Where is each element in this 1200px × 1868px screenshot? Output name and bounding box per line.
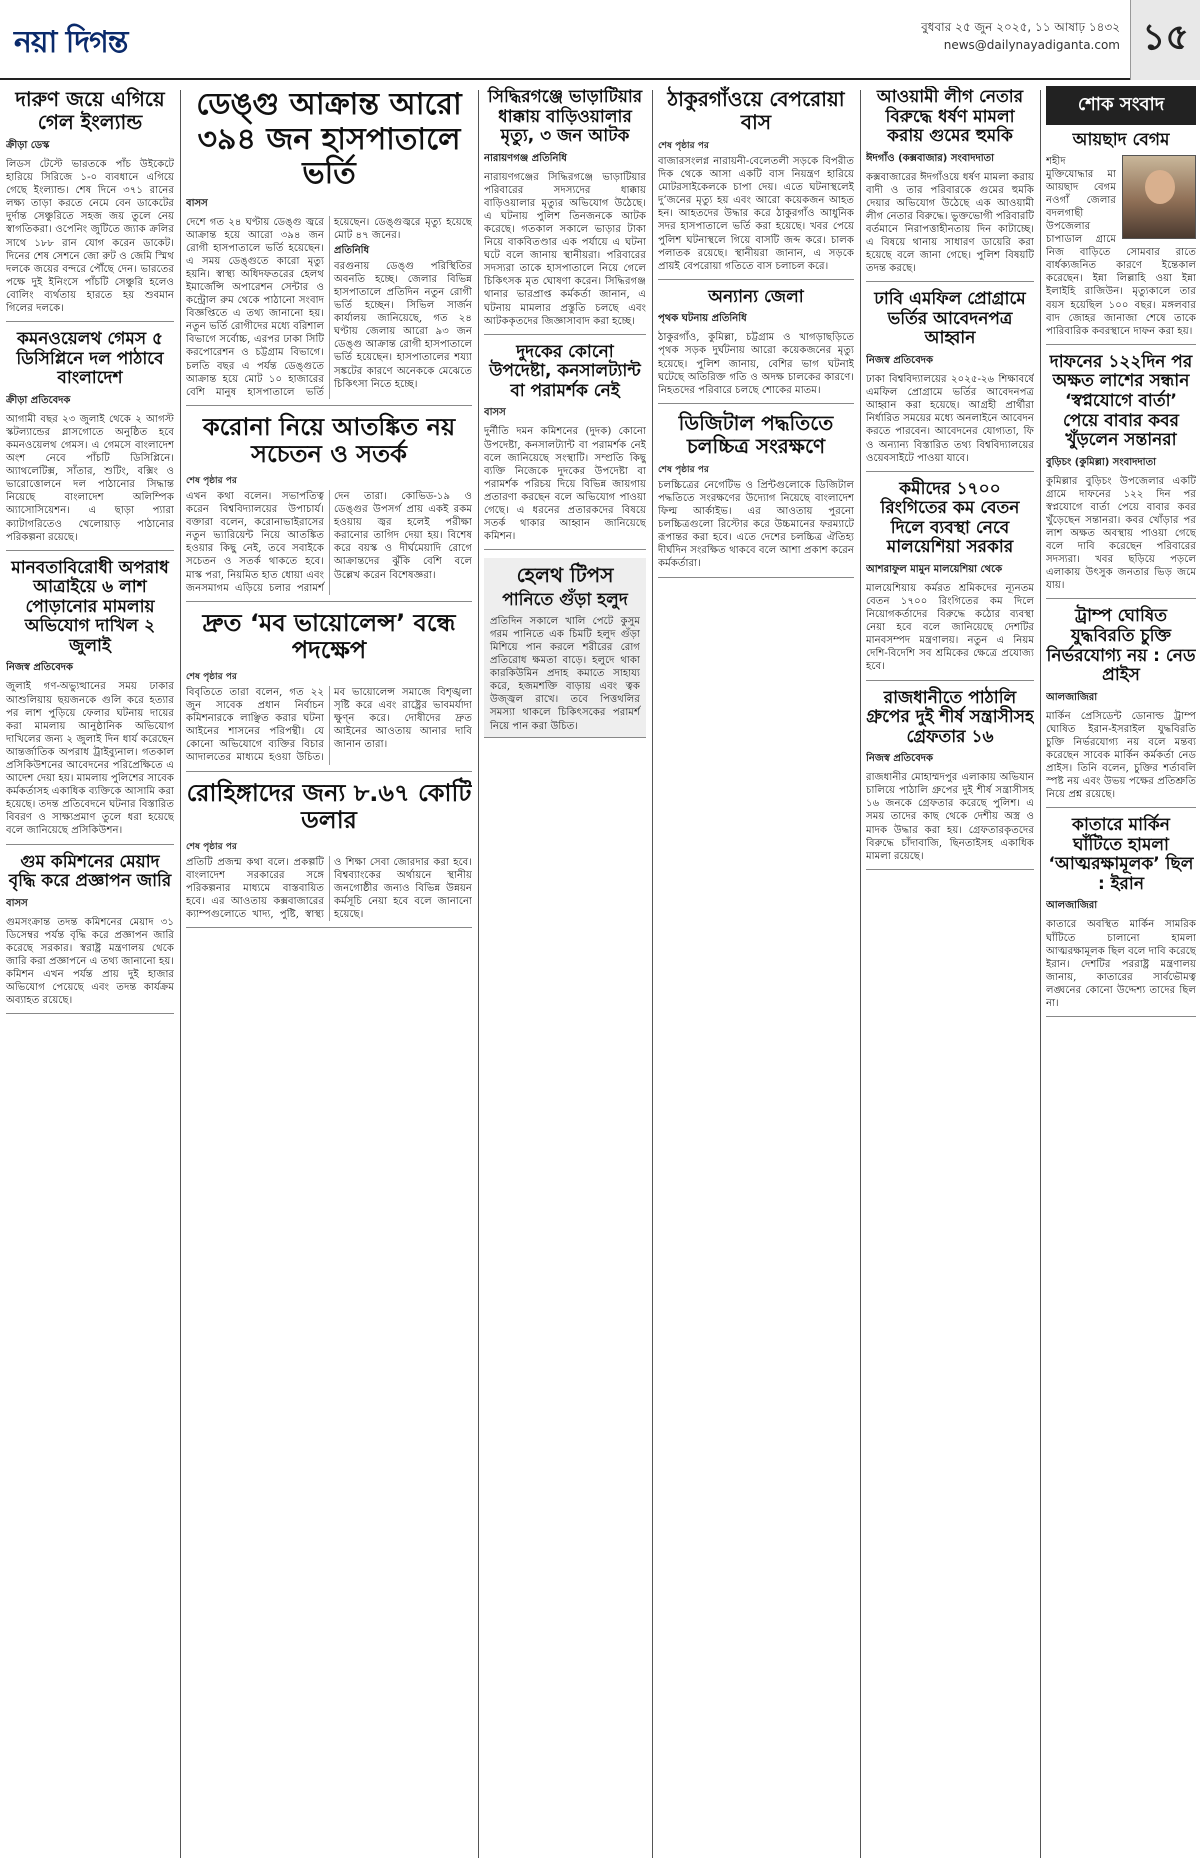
email-line: news@dailynayadiganta.com bbox=[943, 38, 1120, 52]
story-text: দেশে গত ২৪ ঘণ্টায় ডেঙ্গু জ্বরে আক্রান্ত হয়ে আরো ৩৯৪ জন রোগী হাসপাতালে ভর্তি হয়েছেন। এ সময় ডেঙ্গুতে কারো মৃত্যু হয়নি। স্বাস্থ্য অধিদফতরের হেলথ ইমার্জেন্সি অপারেশন সেন্টার ও কন্ট্রোল রুম থেকে পাঠানো সংবাদ বিজ্ঞপ্তিতে এ তথ্য জানানো হয়। নতুন ভর্তি রোগীদের মধ্যে বরিশাল বিভাগে সর্বোচ্চ, এরপর ঢাকা সিটি করপোরেশন ও চট্টগ্রাম বিভাগে। চলতি বছর এ পর্যন্ত ডেঙ্গুতে আক্রান্ত হয়ে মোট ১০ হাজারের বেশি মানুষ হাসপাতালে ভর্তি হয়েছেন। ডেঙ্গুজ্বরে মৃত্যু হয়েছে মোট ৪৭ জনের। bbox=[186, 216, 472, 398]
story-ceasefire bbox=[1046, 607, 1196, 808]
story-commonwealth bbox=[6, 330, 174, 551]
byline: নিজস্ব প্রতিবেদক bbox=[866, 753, 934, 765]
headline: ট্রাম্প ঘোষিত যুদ্ধবিরতি চুক্তি নির্ভরযোগ্য নয় : নেড প্রাইস bbox=[1046, 606, 1196, 686]
story-body: বিবৃতিতে তারা বলেন, গত ২২ জুন সাবেক প্রধান নির্বাচন কমিশনারকে লাঞ্ছিত করার ঘটনা আইনের শাসনের পরিপন্থী। যে কোনো অভিযোগে ব্যক্তির বিচার আদালতের মাধ্যমে হওয়া উচিত। মব ভায়োলেন্স সমাজে বিশৃঙ্খলা সৃষ্টি করে এবং রাষ্ট্রের ভাবমর্যাদা ক্ষুণ্ন করে। দোষীদের দ্রুত আইনের আওতায় আনার দাবি জানান তারা। bbox=[186, 686, 472, 764]
headline: রাজধানীতে পাঠালি গ্রুপের দুই শীর্ষ সন্ত্রাসীসহ গ্রেফতার ১৬ bbox=[866, 687, 1034, 747]
newspaper-logo: নয়া দিগন্ত bbox=[14, 25, 128, 60]
story-thakurgaon-bus bbox=[658, 88, 854, 280]
column-3 bbox=[484, 86, 646, 1860]
story-obituary bbox=[1046, 86, 1196, 345]
date-line: বুধবার ২৫ জুন ২০২৫, ১১ আষাঢ় ১৪৩২ bbox=[921, 20, 1120, 34]
story-du-mphil bbox=[866, 290, 1034, 471]
column-2 bbox=[186, 86, 472, 1860]
byline: ক্রীড়া ডেস্ক bbox=[6, 140, 50, 151]
headline: অন্যান্য জেলা bbox=[708, 286, 804, 307]
story-body: প্রতিদিন সকালে খালি পেটে কুসুম গরম পানিতে এক চিমটি হলুদ গুঁড়া মিশিয়ে পান করলে শরীরের রোগ প্রতিরোধ ক্ষমতা বাড়ে। হলুদে থাকা কারকিউমিন প্রদাহ কমাতে সাহায্য করে, হজমশক্তি বাড়ায় এবং ত্বক উজ্জ্বল রাখে। তবে পিত্তথলির সমস্যা থাকলে চিকিৎসকের পরামর্শ নিয়ে পান করা উচিত। bbox=[490, 615, 640, 732]
sub-headline: পানিতে গুঁড়া হলুদ bbox=[502, 590, 628, 611]
story-film-archive bbox=[658, 412, 854, 578]
story-body: মার্কিন প্রেসিডেন্ট ডোনাল্ড ট্রাম্প ঘোষিত ইরান-ইসরাইল যুদ্ধবিরতি চুক্তি নির্ভরযোগ্য নয় বলে মন্তব্য করেছেন সাবেক মার্কিন কর্মকর্তা নেড প্রাইস। তিনি বলেন, চুক্তির শর্তাবলি স্পষ্ট নয় এবং উভয় পক্ষের প্রতিশ্রুতি নিয়ে প্রশ্ন রয়েছে। bbox=[1046, 710, 1196, 801]
story-body: নারায়ণগঞ্জের সিদ্ধিরগঞ্জে ভাড়াটিয়ার পরিবারের সদস্যদের ধাক্কায় বাড়িওয়ালার মৃত্যুর অভিযোগ উঠেছে। এ ঘটনায় পুলিশ তিনজনকে আটক করেছে। গতকাল সকালে ভাড়ার টাকা নিয়ে বাকবিতণ্ডার এক পর্যায়ে এ ঘটনা ঘটে বলে জানায় স্থানীয়রা। পরিবারের সদস্যরা তাকে হাসপাতালে নিয়ে গেলে চিকিৎসক মৃত ঘোষণা করেন। সিদ্ধিরগঞ্জ থানার ভারপ্রাপ্ত কর্মকর্তা জানান, এ ঘটনায় মামলার প্রস্তুতি চলছে এবং আটককৃতদের জিজ্ঞাসাবাদ করা হচ্ছে। bbox=[484, 171, 646, 327]
story-mob-violence bbox=[186, 610, 472, 772]
story-body: শহীদ মুক্তিযোদ্ধার মা আয়ছাদ বেগম নওগাঁ জেলার বদলগাছী উপজেলার চাপাডাল গ্রামে নিজ বাড়িতে সোমবার রাতে বার্ধক্যজনিত কারণে ইন্তেকাল করেছেন। ইন্না লিল্লাহি ওয়া ইন্না ইলাইহি রাজিউন। মৃত্যুকালে তার বয়স হয়েছিল ১০০ বছর। মঙ্গলবার বাদ জোহর জানাজা শেষে তাকে পারিবারিক কবরস্থানে দাফন করা হয়। bbox=[1046, 155, 1196, 337]
column-rule bbox=[860, 90, 861, 1858]
column-4 bbox=[658, 86, 854, 1860]
headline-lead: ডেঙ্গু আক্রান্ত আরো ৩৯৪ জন হাসপাতালে ভর্তি bbox=[196, 87, 462, 191]
headline: করোনা নিয়ে আতঙ্কিত নয় সচেতন ও সতর্ক bbox=[202, 412, 456, 469]
headline: ঢাবি এমফিল প্রোগ্রামে ভর্তির আবেদনপত্র আহ্বান bbox=[874, 289, 1026, 349]
byline: বুড়িচং (কুমিল্লা) সংবাদদাতা bbox=[1046, 456, 1156, 468]
headline: দুদকের কোনো উপদেষ্টা, কনসালট্যান্ট বা পরামর্শক নেই bbox=[489, 341, 641, 401]
headline: ডিজিটাল পদ্ধতিতে চলচ্চিত্র সংরক্ষণে bbox=[678, 410, 834, 458]
story-body: রাজধানীর মোহাম্মদপুর এলাকায় অভিযান চালিয়ে পাঠালি গ্রুপের দুই শীর্ষ সন্ত্রাসীসহ ১৬ জনকে গ্রেফতার করেছে পুলিশ। এ সময় তাদের কাছ থেকে দেশীয় অস্ত্র ও মাদক উদ্ধার করা হয়। গ্রেফতারকৃতদের বিরুদ্ধে চাঁদাবাজি, ছিনতাইসহ একাধিক মামলা রয়েছে। bbox=[866, 772, 1034, 862]
headline: কমনওয়েলথ গেমস ৫ ডিসিপ্লিনে দল পাঠাবে বাংলাদেশ bbox=[16, 329, 164, 389]
headline: কমীদের ১৭০০ রিংগিতের কম বেতন দিলে ব্যবস্থা নেবে মালয়েশিয়া সরকার bbox=[880, 478, 1020, 558]
story-body: মালয়েশিয়ায় কর্মরত শ্রমিকদের ন্যূনতম বেতন ১৭০০ রিংগিতের কম দিলে নিয়োগকর্তাদের বিরুদ্ধে কঠোর ব্যবস্থা নেয়া হবে বলে জানিয়েছে দেশটির মানবসম্পদ মন্ত্রণালয়। নতুন এ নিয়ম দেশি-বিদেশি সব শ্রমিকের ক্ষেত্রে প্রযোজ্য হবে। bbox=[866, 582, 1034, 673]
story-rohingya bbox=[186, 780, 472, 929]
column-rule bbox=[1040, 90, 1041, 1858]
obituary-header: শোক সংবাদ bbox=[1046, 86, 1196, 125]
story-body: চলচ্চিত্রের নেগেটিভ ও প্রিন্টগুলোকে ডিজিটাল পদ্ধতিতে সংরক্ষণের উদ্যোগ নিয়েছে বাংলাদেশ ফিল্ম আর্কাইভ। এর আওতায় পুরনো চলচ্চিত্রগুলো রিস্টোর করে উচ্চমানের ফরম্যাটে রূপান্তর করা হবে। এতে দেশের চলচ্চিত্র ঐতিহ্য দীর্ঘদিন সংরক্ষিত থাকবে বলে আশা প্রকাশ করেন কর্মকর্তারা। bbox=[658, 479, 854, 570]
byline: আশরাফুল মামুন মালয়েশিয়া থেকে bbox=[866, 563, 1003, 575]
story-body: লিডস টেস্টে ভারতকে পাঁচ উইকেটে হারিয়ে সিরিজে ১-০ ব্যবধানে এগিয়ে গেছে ইংল্যান্ড। শেষ দিনে ৩৭১ রানের লক্ষ্য তাড়া করতে নেমে বেন ডাকেটের দুর্দান্ত সেঞ্চুরিতে সহজ জয় তুলে নেয় স্বাগতিকরা। ওপেনিং জুটিতে জ্যাক ক্রলির সাথে ১৮৮ রান যোগ করেন ডাকেট। দিনের শেষ সেশনে জো রুট ও জেমি স্মিথ দলকে জয়ের বন্দরে পৌঁছে দেন। ভারতের পক্ষে দুই ইনিংসে পাঁচটি সেঞ্চুরি হলেও বোলিং ব্যর্থতায় হারতে হয় শুবমান গিলের দলকে। bbox=[6, 159, 174, 315]
headline: আওয়ামী লীগ নেতার বিরুদ্ধে ধর্ষণ মামলা করায় গুমের হুমকি bbox=[876, 87, 1024, 147]
byline: নিজস্ব প্রতিবেদক bbox=[866, 355, 934, 367]
story-gum-commission bbox=[6, 853, 174, 1015]
story-body: কাতারে অবস্থিত মার্কিন সামরিক ঘাঁটিতে চালানো হামলা আত্মরক্ষামূলক ছিল বলে দাবি করেছে ইরান। দেশটির পররাষ্ট্র মন্ত্রণালয় জানায়, কাতারের সার্বভৌমত্ব লঙ্ঘনের কোনো উদ্দেশ্য তাদের ছিল না। bbox=[1046, 919, 1196, 1010]
story-body: প্রতিটি প্রজন্ম কথা বলে। প্রকল্পটি বাংলাদেশ সরকারের সঙ্গে পরিকল্পনার মাধ্যমে বাস্তবায়িত হবে। এর আওতায় কক্সবাজারের ক্যাম্পগুলোতে খাদ্য, পুষ্টি, স্বাস্থ্য ও শিক্ষা সেবা জোরদার করা হবে। বিশ্বব্যাংকের অর্থায়নে স্থানীয় জনগোষ্ঠীর জন্যও বিভিন্ন উন্নয়ন কর্মসূচি নেয়া হবে বলে জানানো হয়েছে। bbox=[186, 856, 472, 921]
headline: গুম কমিশনের মেয়াদ বৃদ্ধি করে প্রজ্ঞাপন জারি bbox=[8, 851, 172, 892]
column-rule bbox=[652, 90, 653, 1858]
column-6 bbox=[1046, 86, 1196, 1860]
headline: কাতারে মার্কিন ঘাঁটিতে হামলা ‘আত্মরক্ষামূলক’ ছিল : ইরান bbox=[1048, 815, 1194, 894]
story-text: বরগুনায় ডেঙ্গু পরিস্থিতির অবনতি হচ্ছে। জেলার বিভিন্ন হাসপাতালে প্রতিদিন নতুন রোগী ভর্তি হচ্ছেন। সিভিল সার্জন কার্যালয় জানিয়েছে, গত ২৪ ঘণ্টায় জেলায় আরো ৯৩ জন ডেঙ্গু আক্রান্ত রোগী হাসপাতালে ভর্তি হয়েছেন। হাসপাতালের শয্যা সঙ্কটের কারণে অনেককে মেঝেতে চিকিৎসা নিতে হচ্ছে। bbox=[334, 260, 472, 390]
continuation: শেষ পৃষ্ঠার পর bbox=[186, 671, 237, 682]
headline: দ্রুত ‘মব ভায়োলেন্স’ বন্ধে পদক্ষেপ bbox=[202, 608, 456, 665]
story-dudok bbox=[484, 343, 646, 550]
byline: নারায়ণগঞ্জ প্রতিনিধি bbox=[484, 152, 567, 164]
byline: নিজস্ব প্রতিবেদক bbox=[6, 662, 74, 674]
byline: পৃথক ঘটনায় প্রতিনিধি bbox=[658, 313, 747, 325]
story-corona bbox=[186, 414, 472, 602]
story-body bbox=[186, 216, 472, 399]
story-body: কক্সবাজারের ঈদগাঁওয়ে ধর্ষণ মামলা করায় বাদী ও তার পরিবারকে গুমের হুমকি দেয়ার অভিযোগ উঠেছে এক আওয়ামী লীগ নেতার বিরুদ্ধে। ভুক্তভোগী পরিবারটি বর্তমানে নিরাপত্তাহীনতায় দিন কাটাচ্ছে। এ বিষয়ে থানায় সাধারণ ডায়েরি করা হয়েছে বলে জানা গেছে। পুলিশ বিষয়টি তদন্ত করছে। bbox=[866, 171, 1034, 275]
headline: ঠাকুরগাঁওয়ে বেপরোয়া বাস bbox=[667, 87, 845, 134]
headline: হেলথ টিপস bbox=[516, 563, 614, 588]
obituary-name: আয়ছাদ বেগম bbox=[1072, 130, 1170, 150]
continuation: শেষ পৃষ্ঠার পর bbox=[186, 841, 237, 852]
story-malaysia-wage bbox=[866, 480, 1034, 681]
story-body: আগামী বছর ২৩ জুলাই থেকে ২ আগস্ট স্কটল্যান্ডের গ্লাসগোতে অনুষ্ঠিত হবে কমনওয়েলথ গেমস। এ গেমসে বাংলাদেশ অংশ নেবে পাঁচটি ডিসিপ্লিনে। অ্যাথলেটিক্স, সাঁতার, শুটিং, বক্সিং ও ভারোত্তোলনে দল পাঠানোর সিদ্ধান্ত নিয়েছে বাংলাদেশ অলিম্পিক অ্যাসোসিয়েশন। এ ছাড়া প্যারা ক্যাটাগরিতেও খেলোয়াড় পাঠানোর পরিকল্পনা রয়েছে। bbox=[6, 413, 174, 543]
byline: বাসস bbox=[186, 197, 208, 209]
story-dengue bbox=[186, 88, 472, 406]
story-body: জুলাই গণ-অভ্যুত্থানের সময় ঢাকার আশুলিয়ায় ছয়জনকে গুলি করে হত্যার পর লাশ পুড়িয়ে ফেলার ঘটনায় দায়ের করা মামলায় আনুষ্ঠানিক অভিযোগ দাখিলের জন্য ২ জুলাই দিন ধার্য করেছেন আন্তর্জাতিক অপরাধ ট্রাইব্যুনাল। গতকাল প্রসিকিউশনের আবেদনের পরিপ্রেক্ষিতে এ আদেশ দেয়া হয়। মামলায় পুলিশের সাবেক কর্মকর্তাসহ একাধিক ব্যক্তিকে আসামি করা হয়েছে। তদন্ত প্রতিবেদনে ঘটনার বিস্তারিত বিবরণ ও সাক্ষ্যপ্রমাণ তুলে ধরা হয়েছে বলে জানিয়েছে প্রসিকিউশন। bbox=[6, 681, 174, 837]
masthead bbox=[0, 0, 1200, 80]
byline: আলজাজিরা bbox=[1046, 691, 1098, 703]
issue-date bbox=[921, 18, 1120, 54]
headline: মানবতাবিরোধী অপরাধ আত্রাইয়ে ৬ লাশ পোড়ানোর মামলায় অভিযোগ দাখিল ২ জুলাই bbox=[11, 557, 169, 656]
page-number: ১৫ bbox=[1130, 0, 1200, 80]
obituary-photo bbox=[1122, 155, 1196, 239]
column-rule bbox=[478, 90, 479, 1858]
byline: ক্রীড়া প্রতিবেদক bbox=[6, 394, 71, 406]
story-body: এখন কথা বলেন। সভাপতিত্ব করেন বিশ্ববিদ্যালয়ের উপাচার্য। বক্তারা বলেন, করোনাভাইরাসের নতুন ভ্যারিয়েন্ট নিয়ে আতঙ্কিত হওয়ার কিছু নেই, তবে সবাইকে সচেতন ও সতর্ক থাকতে হবে। মাস্ক পরা, নিয়মিত হাত ধোয়া এবং জনসমাগম এড়িয়ে চলার পরামর্শ দেন তারা। কোভিড-১৯ ও ডেঙ্গুর উপসর্গ প্রায় একই রকম হওয়ায় জ্বর হলেই পরীক্ষা করানোর তাগিদ দেয়া হয়। বিশেষ করে বয়স্ক ও দীর্ঘমেয়াদি রোগে আক্রান্তদের ঝুঁকি বেশি বলে উল্লেখ করেন বিশেষজ্ঞরা। bbox=[186, 491, 472, 594]
story-body: কুমিল্লার বুড়িচং উপজেলার একটি গ্রামে দাফনের ১২২ দিন পর স্বপ্নযোগে বার্তা পেয়ে বাবার কবর খুঁড়েছেন সন্তানরা। কবর খোঁড়ার পর লাশ অক্ষত অবস্থায় পাওয়া গেছে বলে দাবি করেছেন পরিবারের সদস্যরা। খবর ছড়িয়ে পড়লে এলাকায় উৎসুক জনতার ভিড় জমে যায়। bbox=[1046, 475, 1196, 592]
story-pathali-group bbox=[866, 689, 1034, 870]
sub-byline: প্রতিনিধি bbox=[334, 244, 370, 256]
story-al-leader bbox=[866, 88, 1034, 282]
headline: দারুণ জয়ে এগিয়ে গেল ইংল্যান্ড bbox=[15, 87, 165, 134]
continuation: শেষ পৃষ্ঠার পর bbox=[186, 476, 237, 486]
column-1 bbox=[6, 86, 174, 1860]
story-grave bbox=[1046, 353, 1196, 600]
story-health-tips bbox=[484, 558, 646, 737]
story-body: ঠাকুরগাঁও, কুমিল্লা, চট্টগ্রাম ও খাগড়াছড়িতে পৃথক সড়ক দুর্ঘটনায় আরো কয়েকজনের মৃত্যু হয়েছে। পুলিশ জানায়, বেশির ভাগ ঘটনাই ঘটেছে অতিরিক্ত গতি ও অদক্ষ চালকের কারণে। নিহতদের পরিবারে চলছে শোকের মাতম। bbox=[658, 332, 854, 396]
story-body: দুর্নীতি দমন কমিশনের (দুদক) কোনো উপদেষ্টা, কনসালট্যান্ট বা পরামর্শক নেই বলে জানিয়েছে সংস্থাটি। সম্প্রতি কিছু ব্যক্তি নিজেকে দুদকের উপদেষ্টা বা পরামর্শক পরিচয় দিয়ে বিভিন্ন জায়গায় প্রতারণা করছেন বলে অভিযোগ পাওয়া গেছে। এ ধরনের প্রতারকদের বিষয়ে সতর্ক থাকার আহ্বান জানিয়েছে কমিশন। bbox=[484, 426, 646, 543]
story-ashulia-case bbox=[6, 559, 174, 845]
byline: আলজাজিরা bbox=[1046, 900, 1098, 912]
story-body: গুমসংক্রান্ত তদন্ত কমিশনের মেয়াদ ৩১ ডিসেম্বর পর্যন্ত বৃদ্ধি করে প্রজ্ঞাপন জারি করেছে সরকার। স্বরাষ্ট্র মন্ত্রণালয় থেকে জারি করা প্রজ্ঞাপনে এ তথ্য জানানো হয়। কমিশন এখন পর্যন্ত প্রায় দুই হাজার অভিযোগ পেয়েছে এবং তদন্ত কার্যক্রম অব্যাহত রয়েছে। bbox=[6, 916, 174, 1007]
column-5 bbox=[866, 86, 1034, 1860]
continuation: শেষ পৃষ্ঠার পর bbox=[658, 464, 709, 475]
story-siddhirganj bbox=[484, 88, 646, 335]
continuation: শেষ পৃষ্ঠার পর bbox=[658, 141, 709, 151]
story-england-win bbox=[6, 88, 174, 322]
byline: বাসস bbox=[484, 407, 506, 419]
headline: দাফনের ১২২দিন পর অক্ষত লাশের সন্ধান ‘স্বপ্নযোগে বার্তা’ পেয়ে বাবার কবর খুঁড়লেন সন্তানরা bbox=[1049, 351, 1193, 451]
column-rule bbox=[180, 90, 181, 1858]
byline: বাসস bbox=[6, 897, 28, 909]
story-body: বাজারসংলগ্ন নারায়নী-বেলেতলী সড়কে বিপরীত দিক থেকে আসা একটি বাস নিয়ন্ত্রণ হারিয়ে মোটরসাইকেলকে চাপা দেয়। এতে ঘটনাস্থলেই দু’জনের মৃত্যু হয় এবং আরো কয়েকজন আহত হন। আহতদের উদ্ধার করে ঠাকুরগাঁও আধুনিক সদর হাসপাতালে ভর্তি করা হয়েছে। খবর পেয়ে পুলিশ ঘটনাস্থলে গিয়ে বাসটি জব্দ করে। চালক পলাতক রয়েছে। স্থানীয়রা জানান, এ সড়কে প্রায়ই বেপরোয়া গতিতে বাস চলাচল করে। bbox=[658, 156, 854, 272]
headline: রোহিঙ্গাদের জন্য ৮.৬৭ কোটি ডলার bbox=[186, 778, 472, 835]
headline: সিদ্ধিরগঞ্জে ভাড়াটিয়ার ধাক্কায় বাড়িওয়ালার মৃত্যু, ৩ জন আটক bbox=[487, 87, 643, 147]
story-qatar-base bbox=[1046, 816, 1196, 1017]
byline: ঈদগাঁও (কক্সবাজার) সংবাদদাতা bbox=[866, 152, 995, 164]
story-districts bbox=[658, 288, 854, 404]
story-body: ঢাকা বিশ্ববিদ্যালয়ের ২০২৫-২৬ শিক্ষাবর্ষে এমফিল প্রোগ্রামে ভর্তির আবেদনপত্র আহ্বান করা হয়েছে। আগ্রহী প্রার্থীরা নির্ধারিত সময়ের মধ্যে অনলাইনে আবেদন করতে পারবেন। আবেদনের যোগ্যতা, ফি ও অন্যান্য বিস্তারিত তথ্য বিশ্ববিদ্যালয়ের ওয়েবসাইটে পাওয়া যাবে। bbox=[866, 374, 1034, 464]
